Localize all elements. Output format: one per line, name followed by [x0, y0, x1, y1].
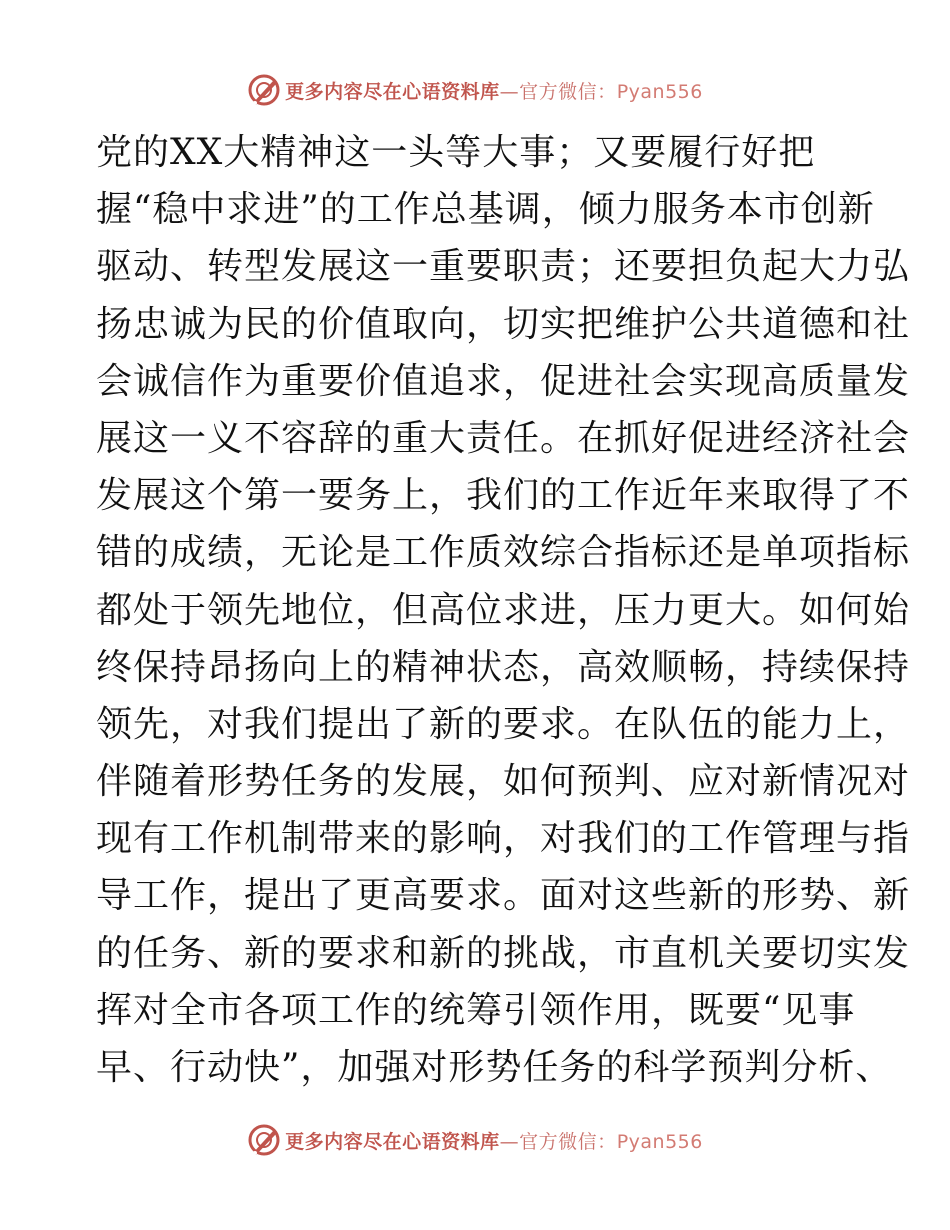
header-watermark-text: [285, 77, 703, 104]
header-wechat-id: Pyan556: [616, 80, 703, 103]
text-line: 发展这个第一要务上，我们的工作近年来取得了不: [96, 475, 911, 517]
header-contact-label: 官方微信：: [519, 80, 617, 103]
footer-brand: 更多内容尽在心语资料库: [285, 1130, 500, 1153]
text-line: 领先，对我们提出了新的要求。在队伍的能力上，: [96, 703, 911, 745]
text-line: 驱动、转型发展这一重要职责；还要担负起大力弘: [96, 246, 911, 288]
header-watermark: [0, 72, 950, 108]
text-line: 现有工作机制带来的影响，对我们的工作管理与指: [96, 818, 911, 860]
text-line: 会诚信作为重要价值追求，促进社会实现高质量发: [96, 360, 911, 402]
text-line: 党的XX大精神这一头等大事；又要履行好把: [96, 132, 816, 173]
footer-watermark: [0, 1122, 950, 1158]
text-line: 导工作，提出了更高要求。面对这些新的形势、新: [96, 875, 911, 917]
text-line: 挥对全市各项工作的统筹引领作用，既要“见事: [96, 989, 856, 1031]
text-line: 握“稳中求进”的工作总基调，倾力服务本市创新: [96, 189, 875, 231]
text-line: 早、行动快”，加强对形势任务的科学预判分析、: [96, 1047, 893, 1088]
pen-logo-icon: [247, 1123, 281, 1157]
footer-separator: —: [499, 1130, 520, 1153]
text-line: 伴随着形势任务的发展，如何预判、应对新情况对: [96, 761, 911, 803]
pen-logo-icon: [247, 73, 281, 107]
text-line: 错的成绩，无论是工作质效综合指标还是单项指标: [96, 532, 911, 574]
header-separator: —: [499, 80, 520, 103]
document-body: [96, 124, 911, 1096]
text-line: 终保持昂扬向上的精神状态，高效顺畅，持续保持: [96, 646, 911, 688]
footer-contact-label: 官方微信：: [519, 1130, 617, 1153]
header-brand: 更多内容尽在心语资料库: [285, 80, 500, 103]
footer-watermark-text: [285, 1127, 703, 1154]
text-line: 扬忠诚为民的价值取向，切实把维护公共道德和社: [96, 303, 911, 345]
text-line: 都处于领先地位，但高位求进，压力更大。如何始: [96, 589, 911, 631]
text-line: 展这一义不容辞的重大责任。在抓好促进经济社会: [96, 417, 911, 459]
footer-wechat-id: Pyan556: [616, 1130, 703, 1153]
text-line: 的任务、新的要求和新的挑战，市直机关要切实发: [96, 932, 911, 974]
